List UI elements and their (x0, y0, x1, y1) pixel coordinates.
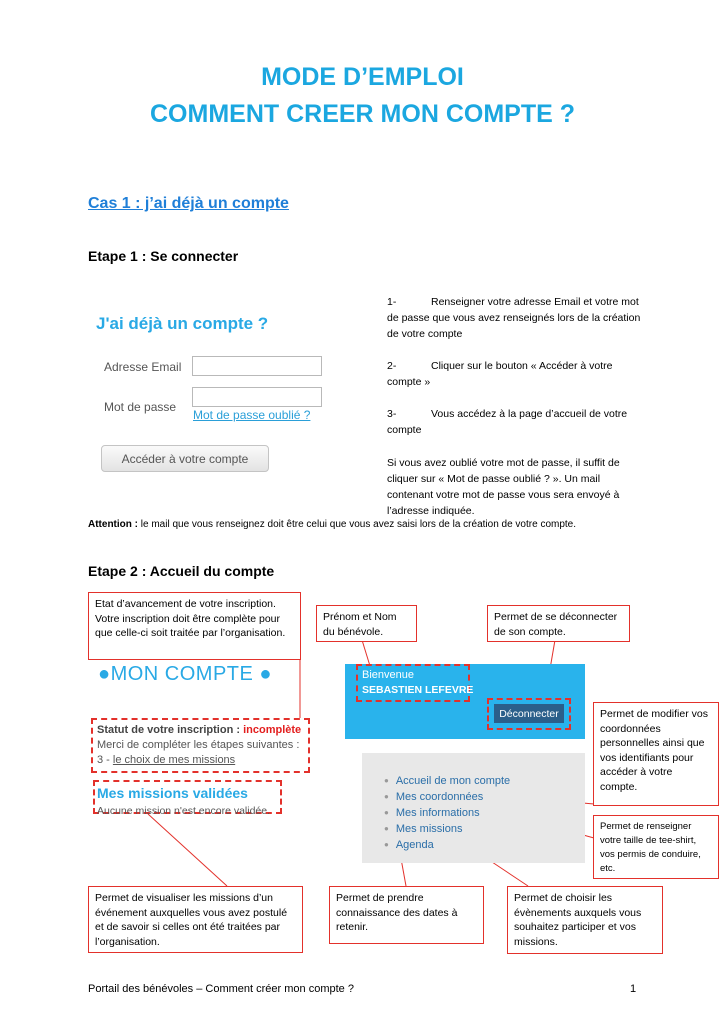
account-title: ●MON COMPTE ● (98, 663, 272, 685)
instruction-text: Vous accédez à la page d’accueil de votre (431, 408, 628, 420)
statut-instruction: Merci de compléter les étapes suivantes : (97, 739, 300, 751)
instruction-number: 3- (387, 408, 397, 420)
forgot-password-note: Si vous avez oublié votre mot de passe, il suffit de cliquer sur « Mot de passe oublié ? ». Un mail contenant votre mot de passe vous sera envoyé à l’adresse indiquée. (387, 457, 620, 517)
attention-text: le mail que vous renseignez doit être celui que vous avez saisi lors de la création de votre compte. (138, 519, 577, 530)
callout-agenda: Permet de prendre connaissance des dates à retenir. (329, 886, 484, 944)
menu-item-accueil[interactable]: ● Accueil de mon compte (384, 773, 510, 789)
menu-item-coordonnees[interactable]: ● Mes coordonnées (384, 789, 510, 805)
page-number: 1 (630, 983, 637, 995)
callout-coordonnees: Permet de modifier vos coordonnées personnelles ainsi que vos identifiants pour accéder à votre compte. (593, 702, 719, 806)
login-title: J'ai déjà un compte ? (96, 314, 269, 333)
account-menu (384, 773, 510, 853)
page-title-line2: COMMENT CREER MON COMPTE ? (150, 100, 575, 128)
instruction-number: 2- (387, 360, 397, 372)
callout-prenom-nom: Prénom et Nom du bénévole. (316, 605, 417, 642)
instruction-text: Cliquer sur le bouton « Accéder à votre (431, 360, 613, 372)
statut-label: Statut de votre inscription : (97, 724, 244, 736)
attention-label: Attention : (88, 519, 138, 530)
missions-validees-title: Mes missions validées (97, 785, 248, 801)
instruction-text-cont: mot de passe que vous avez renseignés lors de la création de votre compte (387, 296, 641, 340)
login-button[interactable]: Accéder à votre compte (101, 445, 269, 472)
logout-button[interactable]: Déconnecter (494, 704, 564, 723)
instruction-text-cont: compte » (387, 376, 431, 388)
user-name: SEBASTIEN LEFEVRE (362, 684, 474, 696)
forgot-password-link[interactable]: Mot de passe oublié ? (193, 408, 311, 422)
statut-value: incomplète (243, 724, 302, 736)
callout-missions: Permet de choisir les évènements auxquels vous souhaitez participer et vos missions. (507, 886, 663, 954)
callout-deconnecter: Permet de se déconnecter de son compte. (487, 605, 630, 642)
statut-block (97, 723, 301, 768)
password-label: Mot de passe (104, 400, 177, 414)
step-heading-2: Etape 2 : Accueil du compte (88, 563, 275, 579)
statut-step-number: 3 - (97, 754, 113, 766)
menu-item-informations[interactable]: ● Mes informations (384, 805, 510, 821)
menu-item-missions[interactable]: ● Mes missions (384, 821, 510, 837)
instruction-text: Renseigner votre adresse Email et votre (431, 296, 619, 308)
email-label: Adresse Email (104, 360, 182, 374)
statut-line (97, 723, 301, 738)
section-heading-cas1: Cas 1 : j’ai déjà un compte (88, 195, 289, 212)
page-title-line1: MODE D’EMPLOI (261, 63, 464, 91)
footer-title: Portail des bénévoles – Comment créer mon compte ? (88, 983, 354, 995)
callout-missions-validees: Permet de visualiser les missions d’un événement auxquelles vous avez postulé et de savoir si celles ont été traitées par l’organisation. (88, 886, 303, 953)
instruction-number: 1- (387, 296, 397, 308)
menu-item-agenda[interactable]: ● Agenda (384, 837, 510, 853)
statut-step (97, 753, 301, 768)
callout-informations: Permet de renseigner votre taille de tee-shirt, vos permis de conduire, etc. (593, 815, 719, 879)
connector-prenom (362, 640, 370, 666)
statut-step-link[interactable]: le choix de mes missions (112, 754, 236, 766)
callout-etat-inscription: Etat d’avancement de votre inscription. Votre inscription doit être complète pour que celle-ci soit traitée par l’organisation. (88, 592, 301, 660)
instruction-text-cont: compte (387, 424, 422, 436)
step-heading-1: Etape 1 : Se connecter (88, 248, 239, 264)
missions-validees-text: Aucune mission n'est encore validée. (97, 805, 271, 817)
connector-missions-validees (148, 814, 227, 886)
welcome-label: Bienvenue (362, 669, 414, 681)
